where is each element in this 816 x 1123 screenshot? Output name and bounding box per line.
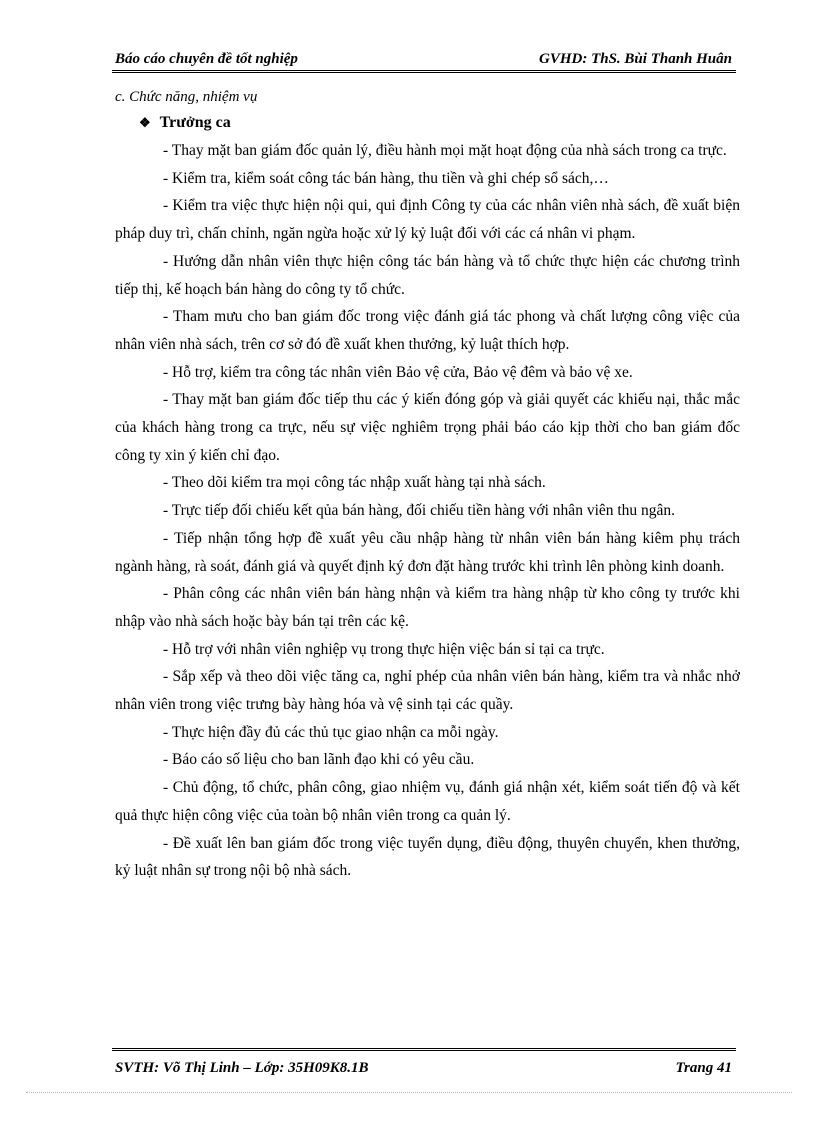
paragraph: - Thực hiện đầy đủ các thủ tục giao nhận ca mỗi ngày.	[163, 723, 499, 741]
paragraph: - Chủ động, tổ chức, phân công, giao nhiệm vụ, đánh giá nhận xét, kiểm soát tiến độ và kết quả thực hiện công việc của toàn bộ nhân viên trong ca quản lý.	[115, 779, 740, 824]
paragraph: - Hỗ trợ, kiểm tra công tác nhân viên Bảo vệ cửa, Bảo vệ đêm và bảo vệ xe.	[163, 363, 633, 381]
paragraph: - Theo dõi kiểm tra mọi công tác nhập xuất hàng tại nhà sách.	[163, 474, 546, 492]
section-title: c. Chức năng, nhiệm vụ	[115, 89, 258, 105]
paragraph: - Kiểm tra, kiểm soát công tác bán hàng, thu tiền và ghi chép sổ sách,…	[163, 169, 609, 187]
paragraph: - Kiểm tra việc thực hiện nội qui, qui định Công ty của các nhân viên nhà sách, đề xuất biện pháp duy trì, chấn chỉnh, ngăn ngừa hoặc xử lý kỷ luật đối với các cá nhân vi phạm.	[115, 197, 740, 243]
page-footer	[112, 1048, 736, 1083]
page-header	[112, 46, 736, 73]
paragraph: - Báo cáo số liệu cho ban lãnh đạo khi có yêu cầu.	[163, 751, 475, 769]
paragraph: - Hỗ trợ với nhân viên nghiệp vụ trong thực hiện việc bán sỉ tại ca trực.	[163, 640, 605, 658]
paragraph: - Sắp xếp và theo dõi việc tăng ca, nghỉ phép của nhân viên bán hàng, kiểm tra và nhắc nhở nhân viên trong việc trưng bày hàng hóa và vệ sinh tại các quầy.	[115, 668, 740, 714]
header-advisor: GVHD: ThS. Bùi Thanh Huân	[539, 51, 732, 67]
header-report-title: Báo cáo chuyên đề tốt nghiệp	[115, 51, 298, 67]
paragraph: - Thay mặt ban giám đốc tiếp thu các ý kiến đóng góp và giải quyết các khiếu nại, thắc mắc của khách hàng trong ca trực, nếu sự việc nghiêm trọng phải báo cáo kịp thời cho ban giám đốc công ty xin ý kiến chỉ đạo.	[115, 391, 740, 464]
page-body	[115, 85, 740, 885]
paragraph: - Trực tiếp đối chiếu kết qủa bán hàng, đối chiếu tiền hàng với nhân viên thu ngân.	[163, 502, 676, 520]
four-diamond-bullet-icon: ❖	[139, 115, 151, 130]
paragraph: - Tiếp nhận tổng hợp đề xuất yêu cầu nhập hàng từ nhân viên bán hàng kiêm phụ trách ngành hàng, rà soát, đánh giá và quyết định ký đơn đặt hàng trước khi trình lên phòng kinh doanh.	[115, 529, 740, 575]
paragraph: - Phân công các nhân viên bán hàng nhận và kiểm tra hàng nhập từ kho công ty trước khi nhập vào nhà sách hoặc bày bán tại trên các kệ.	[115, 585, 740, 630]
paragraph: - Hướng dẫn nhân viên thực hiện công tác bán hàng và tổ chức thực hiện các chương trình tiếp thị, kế hoạch bán hàng do công ty tổ chức.	[115, 252, 740, 298]
page-bottom-dotted-divider	[26, 1092, 792, 1093]
footer-page-number: Trang 41	[675, 1060, 732, 1076]
paragraph: - Đề xuất lên ban giám đốc trong việc tuyển dụng, điều động, thuyên chuyển, khen thưởng, kỷ luật nhân sự trong nội bộ nhà sách.	[115, 834, 740, 880]
paragraph: - Tham mưu cho ban giám đốc trong việc đánh giá tác phong và chất lượng công việc của nhân viên nhà sách, trên cơ sở đó đề xuất khen thưởng, kỷ luật thích hợp.	[115, 308, 740, 353]
paragraph: - Thay mặt ban giám đốc quản lý, điều hành mọi mặt hoạt động của nhà sách trong ca trực.	[163, 142, 727, 159]
footer-student-info: SVTH: Võ Thị Linh – Lớp: 35H09K8.1B	[115, 1060, 369, 1076]
subheading-text: Trưởng ca	[159, 114, 231, 131]
subheading	[139, 109, 740, 137]
